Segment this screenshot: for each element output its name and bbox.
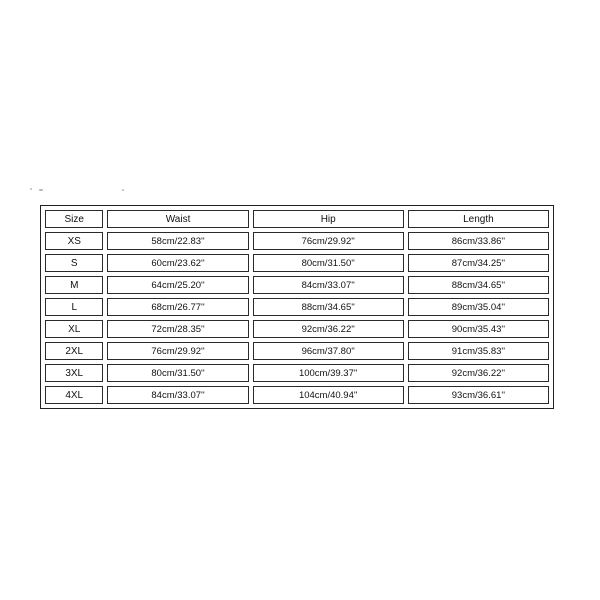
size-chart-table xyxy=(40,205,554,409)
length-cell: 93cm/36.61'' xyxy=(408,386,549,404)
hip-cell: 92cm/36.22'' xyxy=(253,320,404,338)
header-hip: Hip xyxy=(253,210,404,228)
length-cell: 90cm/35.43'' xyxy=(408,320,549,338)
length-cell: 86cm/33.86'' xyxy=(408,232,549,250)
table-row xyxy=(45,254,549,272)
hip-cell: 80cm/31.50'' xyxy=(253,254,404,272)
stray-marks xyxy=(30,188,130,194)
stray-mark xyxy=(39,189,43,191)
table-row xyxy=(45,276,549,294)
header-waist: Waist xyxy=(107,210,248,228)
hip-cell: 104cm/40.94'' xyxy=(253,386,404,404)
table-row xyxy=(45,386,549,404)
hip-cell: 100cm/39.37'' xyxy=(253,364,404,382)
waist-cell: 76cm/29.92'' xyxy=(107,342,248,360)
size-cell: 3XL xyxy=(45,364,103,382)
header-size: Size xyxy=(45,210,103,228)
waist-cell: 58cm/22.83'' xyxy=(107,232,248,250)
table-row xyxy=(45,320,549,338)
length-cell: 89cm/35.04'' xyxy=(408,298,549,316)
hip-cell: 88cm/34.65'' xyxy=(253,298,404,316)
size-cell: M xyxy=(45,276,103,294)
table-row xyxy=(45,364,549,382)
size-cell: 4XL xyxy=(45,386,103,404)
hip-cell: 76cm/29.92'' xyxy=(253,232,404,250)
hip-cell: 84cm/33.07'' xyxy=(253,276,404,294)
waist-cell: 72cm/28.35'' xyxy=(107,320,248,338)
stray-mark xyxy=(122,189,124,191)
size-cell: XL xyxy=(45,320,103,338)
size-cell: 2XL xyxy=(45,342,103,360)
table-row xyxy=(45,298,549,316)
table-row xyxy=(45,232,549,250)
length-cell: 87cm/34.25'' xyxy=(408,254,549,272)
size-cell: S xyxy=(45,254,103,272)
waist-cell: 80cm/31.50'' xyxy=(107,364,248,382)
waist-cell: 84cm/33.07'' xyxy=(107,386,248,404)
size-cell: XS xyxy=(45,232,103,250)
header-length: Length xyxy=(408,210,549,228)
header-row xyxy=(45,210,549,228)
stray-mark xyxy=(30,188,32,190)
length-cell: 92cm/36.22'' xyxy=(408,364,549,382)
waist-cell: 64cm/25.20'' xyxy=(107,276,248,294)
table-row xyxy=(45,342,549,360)
length-cell: 88cm/34.65'' xyxy=(408,276,549,294)
length-cell: 91cm/35.83'' xyxy=(408,342,549,360)
waist-cell: 60cm/23.62'' xyxy=(107,254,248,272)
waist-cell: 68cm/26.77'' xyxy=(107,298,248,316)
hip-cell: 96cm/37.80'' xyxy=(253,342,404,360)
size-cell: L xyxy=(45,298,103,316)
